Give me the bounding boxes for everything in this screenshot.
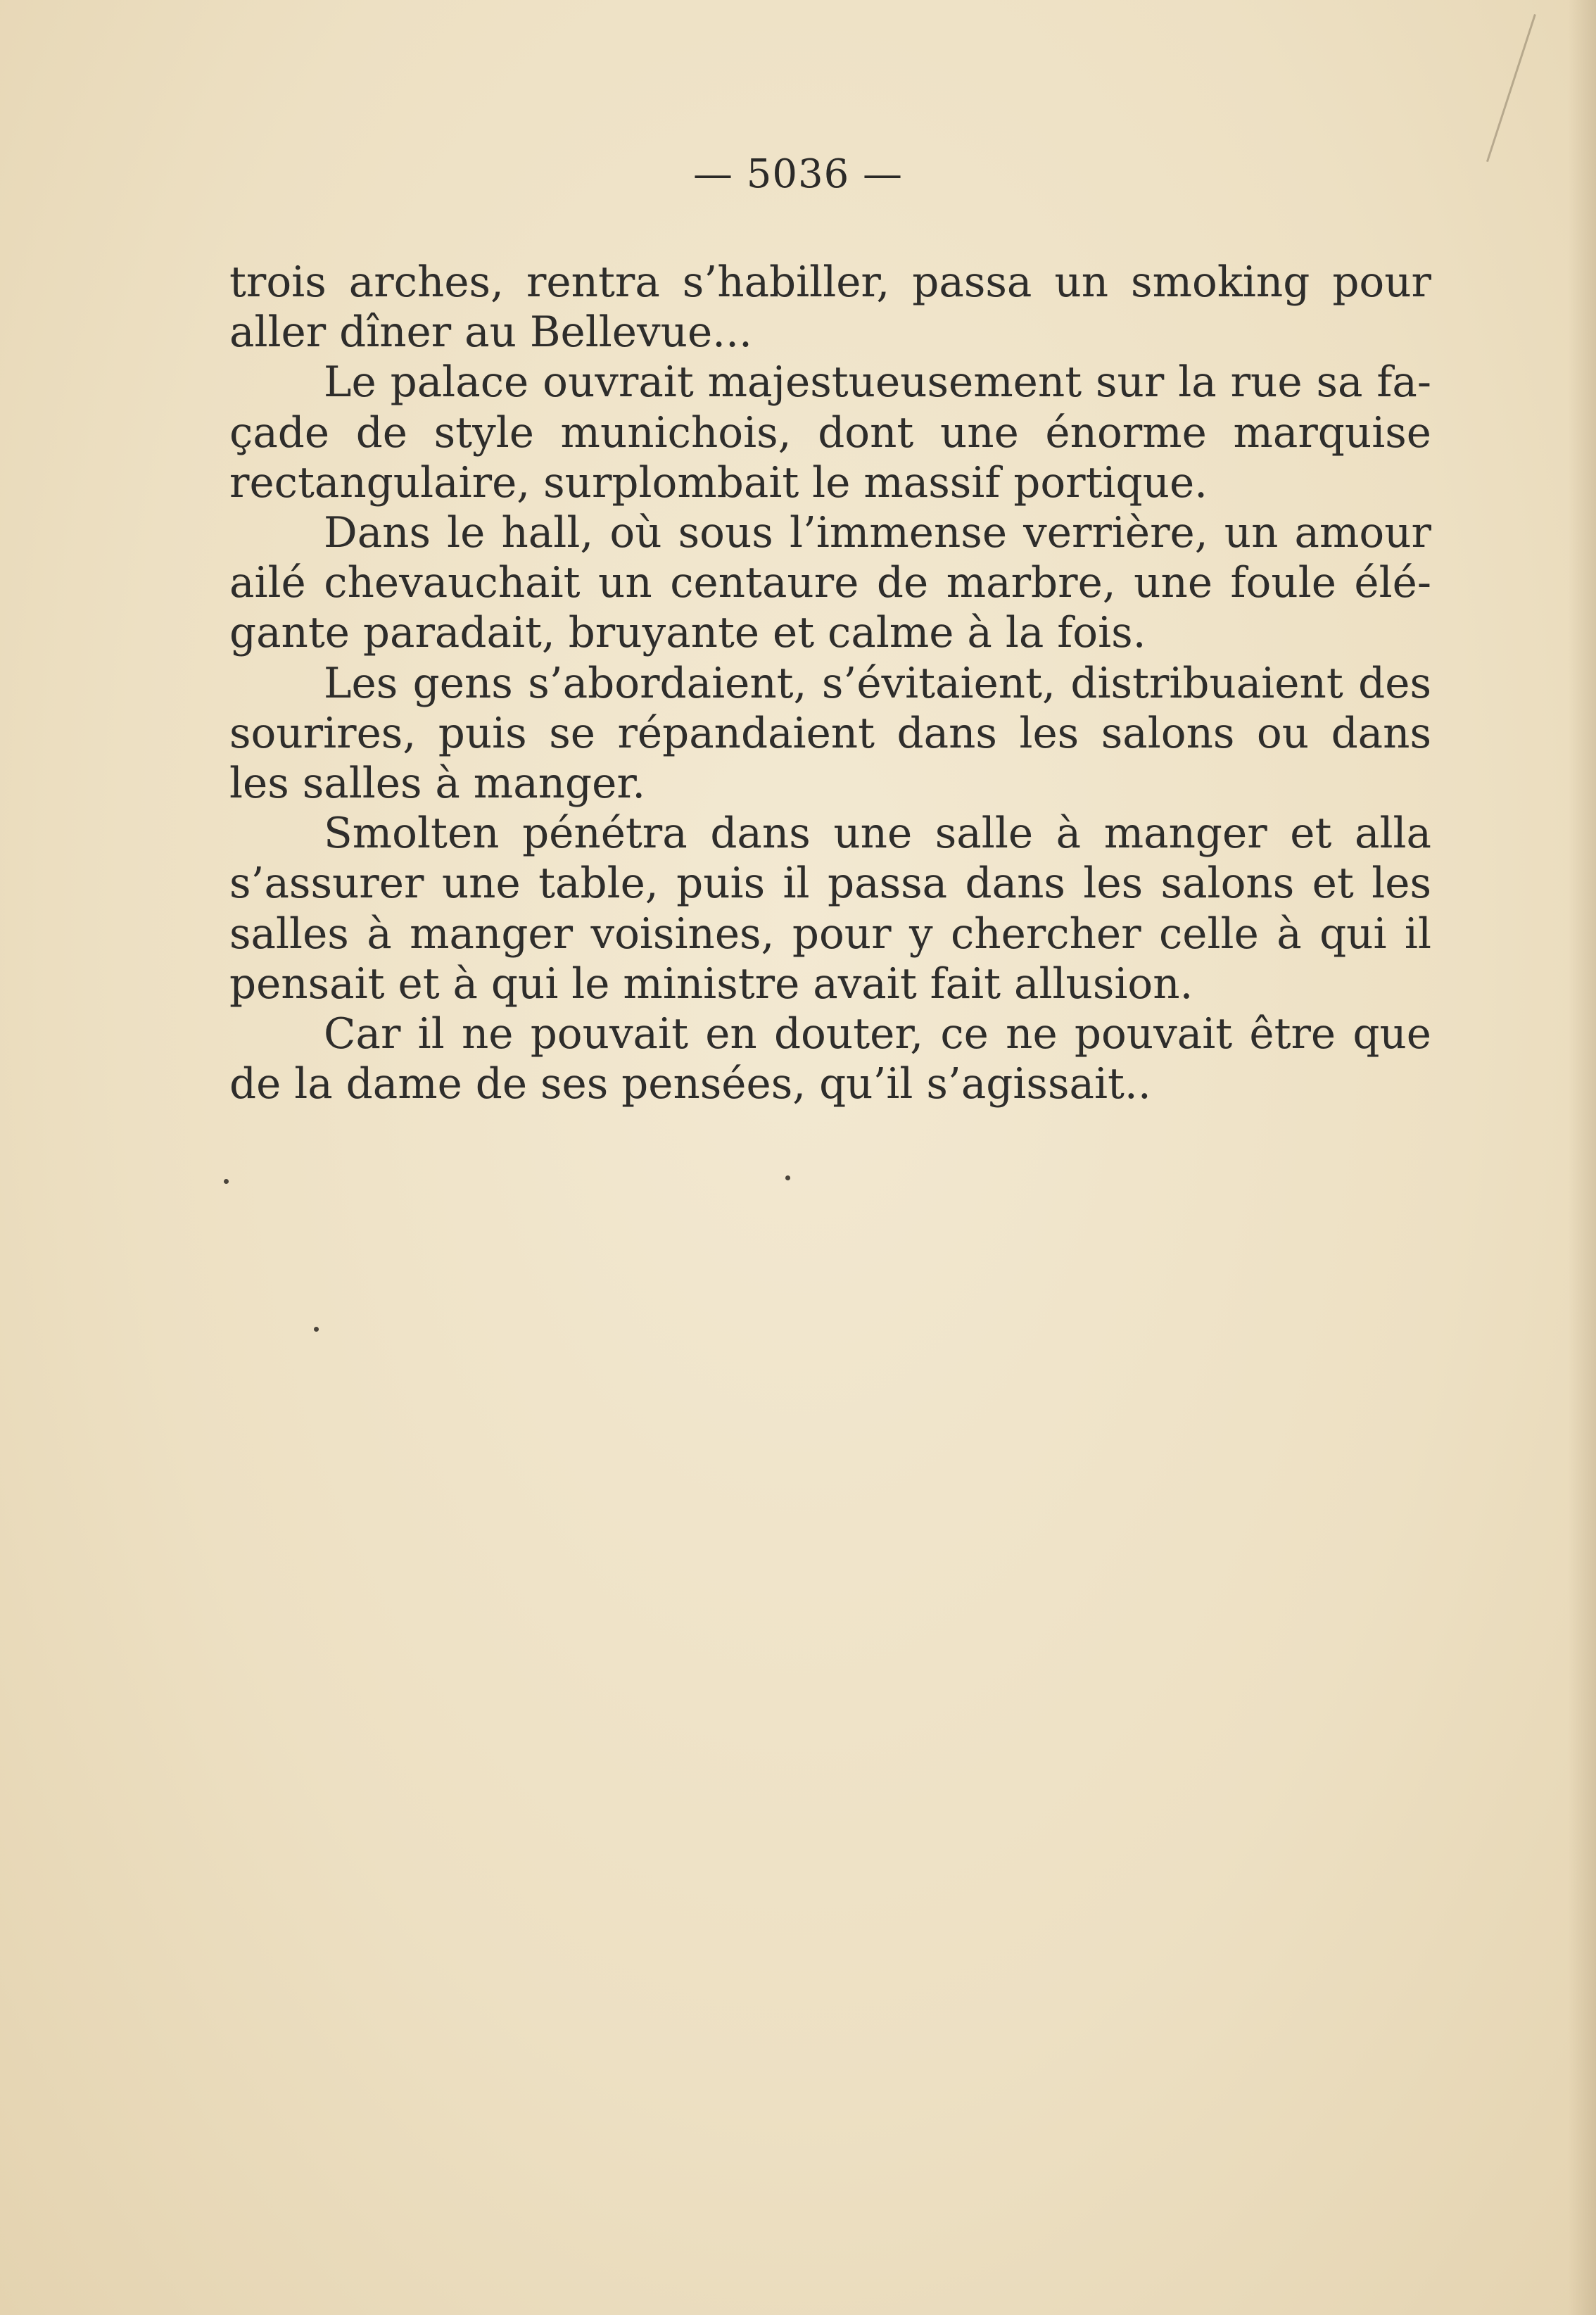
body-text xyxy=(229,258,1431,1109)
page-number: — 5036 — xyxy=(692,151,904,197)
ink-speck xyxy=(224,1179,229,1184)
paragraph-5: Smolten pénétra dans une salle à manger et alla s’assurer une table, puis il passa dans les salons et les salles à manger voisines, pour y chercher celle à qui il pensait et à qui le ministre avait fait allusion. xyxy=(229,809,1431,1009)
page-edge-shadow xyxy=(1568,0,1596,2315)
paragraph-3: Dans le hall, où sous l’immense verrière, un amour ailé chevauchait un centaure de marbre, une foule élégante paradait, bruyante et calme à la fois. xyxy=(229,509,1431,658)
paragraph-1: trois arches, rentra s’habiller, passa un smoking pour aller dîner au Bellevue... xyxy=(229,258,1431,358)
ink-speck xyxy=(785,1175,790,1180)
ink-speck xyxy=(314,1327,319,1332)
paper-crease xyxy=(1486,14,1536,162)
paragraph-6: Car il ne pouvait en douter, ce ne pouvait être que de la dame de ses pensées, qu’il s’agissait.. xyxy=(229,1010,1431,1109)
paragraph-4: Les gens s’abordaient, s’évitaient, distribuaient des sourires, puis se répandaient dans les salons ou dans les salles à manger. xyxy=(229,659,1431,809)
paragraph-2: Le palace ouvrait majestueusement sur la rue sa façade de style munichois, dont une énorme marquise rectangulaire, surplombait le massif portique. xyxy=(229,358,1431,507)
